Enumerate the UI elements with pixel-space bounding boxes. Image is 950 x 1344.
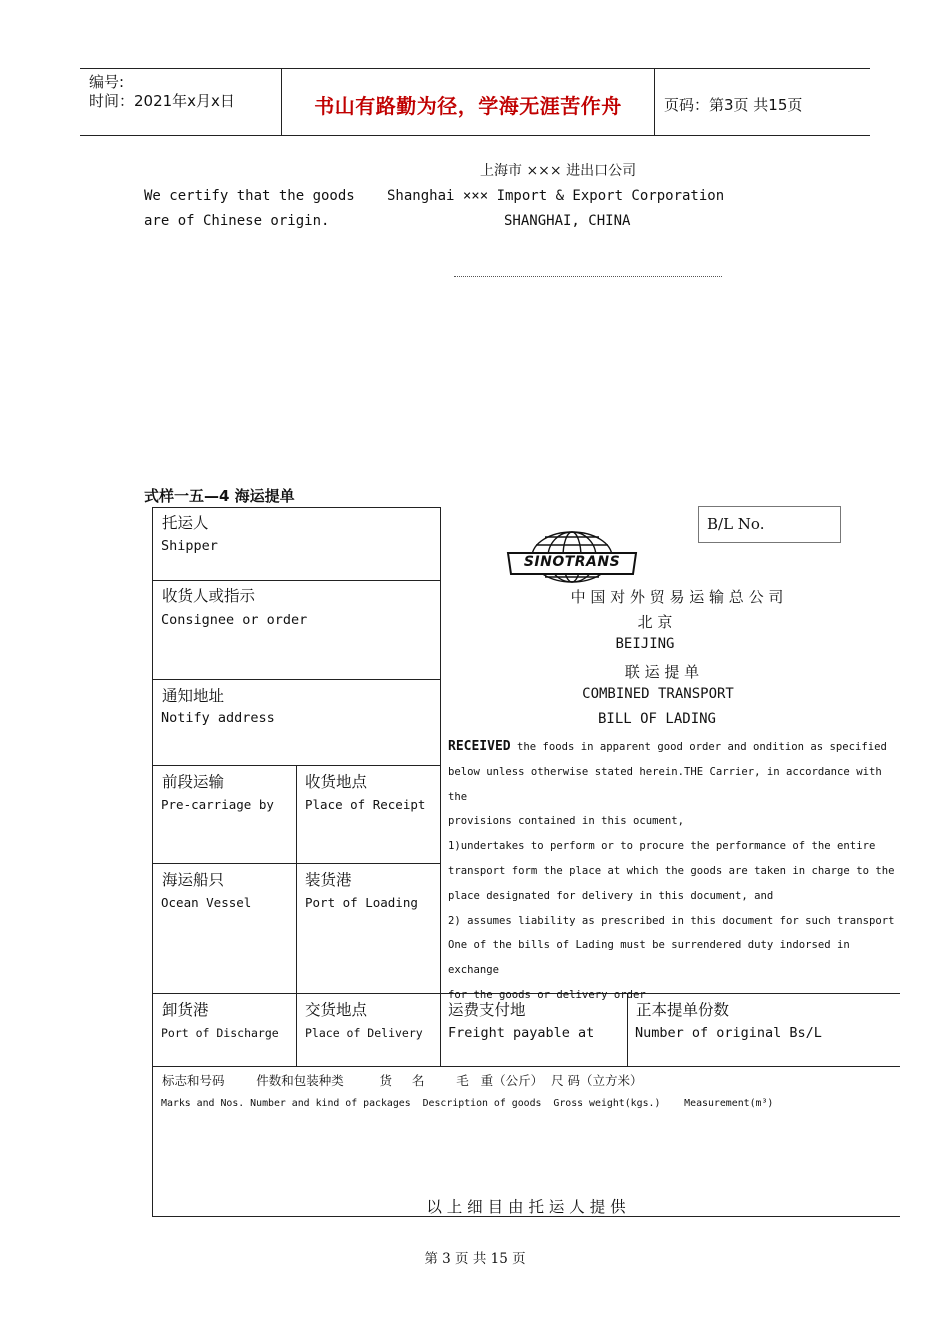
certify-statement: We certify that the goods xyxy=(144,188,355,204)
bl-number-box: B/L No. xyxy=(698,506,841,543)
precarriage-label-en: Pre-carriage by xyxy=(161,797,274,812)
certify-statement: are of Chinese origin. xyxy=(144,213,330,229)
notify-label-cn: 通知地址 xyxy=(162,687,225,705)
form-rule xyxy=(296,765,297,1066)
form-rule xyxy=(152,679,440,680)
provided-by-shipper: 以 上 细 目 由 托 运 人 提 供 xyxy=(426,1198,626,1216)
form-rule xyxy=(152,507,440,508)
goods-columns-cn: 标志和号码 件数和包装种类 货 名 毛 重（公斤） 尺 码（立方米） xyxy=(162,1073,643,1088)
consignee-label-cn: 收货人或指示 xyxy=(162,587,256,605)
receipt-label-cn: 收货地点 xyxy=(305,773,368,791)
header-divider xyxy=(654,68,655,135)
signature-line xyxy=(454,276,722,277)
logo-wordmark: SINOTRANS xyxy=(523,554,621,570)
document-title-en: BILL OF LADING xyxy=(597,711,716,727)
document-date: 时间：2021年x月x日 xyxy=(89,92,235,110)
delivery-label-en: Place of Delivery xyxy=(305,1026,423,1040)
terms-line: below unless otherwise stated herein.THE Carrier, in accordance with the xyxy=(448,765,882,803)
terms-line: transport form the place at which the goods are taken in charge to the xyxy=(448,864,895,877)
form-rule xyxy=(440,507,441,1066)
form-rule xyxy=(152,580,440,581)
shipper-label-en: Shipper xyxy=(161,538,218,554)
carrier-city-en: BEIJING xyxy=(615,636,675,652)
form-rule xyxy=(152,1066,900,1067)
originals-label-cn: 正本提单份数 xyxy=(636,1001,730,1019)
sinotrans-logo xyxy=(505,531,639,583)
document-number-label: 编号: xyxy=(89,73,125,91)
sample-title: 式样一五—4 海运提单 xyxy=(144,487,295,505)
header-bottom-rule xyxy=(80,135,870,136)
certify-city: SHANGHAI, CHINA xyxy=(504,213,631,229)
vessel-label-cn: 海运船只 xyxy=(162,871,225,889)
discharge-label-en: Port of Discharge xyxy=(161,1026,279,1040)
terms-line: 2) assumes liability as prescribed in this document for such transport xyxy=(448,914,895,927)
form-rule xyxy=(152,507,153,1216)
terms-received: RECEIVED xyxy=(448,739,511,754)
terms-line: for the goods or delivery order xyxy=(448,988,646,1001)
document-title-en: COMBINED TRANSPORT xyxy=(582,686,734,702)
terms-line: place designated for delivery in this document, and xyxy=(448,889,774,902)
carrier-name-cn: 中 国 对 外 贸 易 运 输 总 公 司 xyxy=(570,588,784,606)
delivery-label-cn: 交货地点 xyxy=(305,1001,368,1019)
certify-company-cn: 上海市 ××× 进出口公司 xyxy=(480,163,637,179)
loading-label-cn: 装货港 xyxy=(305,871,352,889)
terms-line: One of the bills of Lading must be surrendered duty indorsed in exchange xyxy=(448,939,850,977)
freight-label-en: Freight payable at xyxy=(448,1025,595,1041)
discharge-label-cn: 卸货港 xyxy=(162,1001,209,1019)
loading-label-en: Port of Loading xyxy=(305,895,418,910)
header-motto: 书山有路勤为径，学海无涯苦作舟 xyxy=(314,94,622,118)
consignee-label-en: Consignee or order xyxy=(161,612,308,628)
carrier-terms xyxy=(448,735,898,1008)
notify-label-en: Notify address xyxy=(161,710,275,726)
terms-line: provisions contained in this ocument, xyxy=(448,815,684,828)
certify-company-en: Shanghai ××× Import & Export Corporation xyxy=(387,188,725,204)
carrier-city-cn: 北 京 xyxy=(637,613,673,631)
shipper-label-cn: 托运人 xyxy=(162,514,209,532)
originals-label-en: Number of original Bs/L xyxy=(635,1025,822,1041)
vessel-label-en: Ocean Vessel xyxy=(161,895,252,910)
freight-label-cn: 运费支付地 xyxy=(448,1001,526,1019)
goods-columns-en: Marks and Nos. Number and kind of packages Description of goods Gross weight(kgs.) Measurement(m³) xyxy=(161,1098,774,1109)
precarriage-label-cn: 前段运输 xyxy=(162,773,225,791)
terms-line: 1)undertakes to perform or to procure the performance of the entire xyxy=(448,840,876,853)
receipt-label-en: Place of Receipt xyxy=(305,797,426,812)
header-top-rule xyxy=(80,68,870,69)
page-footer: 第 3 页 共 15 页 xyxy=(424,1251,526,1267)
page-info: 页码：第3页 共15页 xyxy=(664,96,803,114)
document-title-cn: 联 运 提 单 xyxy=(624,663,700,681)
terms-line: the foods in apparent good order and ondition as specified xyxy=(510,741,887,753)
